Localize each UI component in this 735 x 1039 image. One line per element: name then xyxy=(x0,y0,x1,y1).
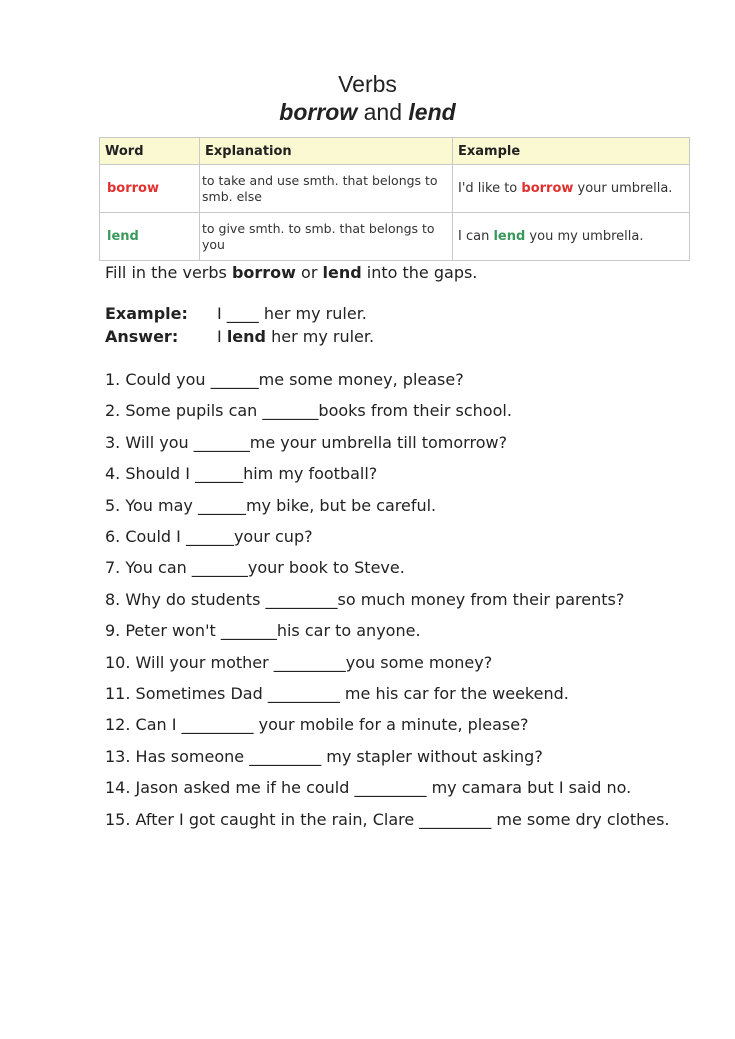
instructions xyxy=(105,262,477,284)
answer-sentence xyxy=(217,325,374,348)
word-cell xyxy=(100,213,200,261)
word-cell xyxy=(100,165,200,213)
instructions-verb-borrow: borrow xyxy=(231,263,296,282)
explanation-cell: to take and use smth. that belongs to smb. else xyxy=(200,165,453,213)
question-item: 8. Why do students _________so much money from their parents? xyxy=(105,589,625,609)
question-item: 1. Could you ______me some money, please? xyxy=(105,370,464,389)
question-item: 12. Can I _________ your mobile for a minute, please? xyxy=(105,715,529,735)
worksheet-title xyxy=(0,70,735,126)
explanation-cell: to give smth. to smb. that belongs to you xyxy=(200,213,453,261)
title-connector: and xyxy=(357,99,409,125)
table-row xyxy=(100,213,690,261)
table-header-row xyxy=(100,138,690,165)
header-word: Word xyxy=(100,138,200,165)
question-item: 5. You may ______my bike, but be careful. xyxy=(105,495,437,515)
example-text: you my umbrella. xyxy=(525,229,644,244)
question-item: 7. You can _______your book to Steve. xyxy=(105,558,405,578)
instructions-verb-lend: lend xyxy=(322,263,362,282)
question-item: 13. Has someone _________ my stapler without asking? xyxy=(105,746,543,766)
example-text: I can xyxy=(458,229,494,244)
title-verbs: Verbs xyxy=(338,71,397,97)
question-item: 15. After I got caught in the rain, Clare _________ me some dry clothes. xyxy=(105,809,670,829)
example-row xyxy=(105,302,374,325)
vocabulary-table xyxy=(99,137,690,261)
instructions-text: into the gaps. xyxy=(361,263,478,282)
question-item: 2. Some pupils can _______books from their school. xyxy=(105,401,512,421)
example-sentence: I ____ her my ruler. xyxy=(217,304,367,323)
question-item: 14. Jason asked me if he could _________ my camara but I said no. xyxy=(105,778,632,798)
example-text: I'd like to xyxy=(458,181,522,196)
example-cell xyxy=(453,165,690,213)
example-label: Example: xyxy=(105,304,188,323)
answer-text: her my ruler. xyxy=(266,327,375,346)
answer-label: Answer: xyxy=(105,327,179,346)
header-example: Example xyxy=(453,138,690,165)
title-word-lend: lend xyxy=(408,99,456,125)
question-item: 9. Peter won't _______his car to anyone. xyxy=(105,621,421,641)
title-subtitle xyxy=(0,98,735,126)
instructions-text: Fill in the verbs xyxy=(105,263,232,282)
instructions-text: or xyxy=(295,263,323,282)
question-item: 6. Could I ______your cup? xyxy=(105,527,313,547)
answer-text: I xyxy=(217,327,227,346)
word-lend: lend xyxy=(107,229,139,244)
word-borrow: borrow xyxy=(107,181,159,196)
example-cell xyxy=(453,213,690,261)
example-highlight: borrow xyxy=(521,181,574,196)
question-item: 10. Will your mother _________you some money? xyxy=(105,652,493,672)
example-block xyxy=(105,302,374,348)
example-text: your umbrella. xyxy=(573,181,673,196)
question-item: 11. Sometimes Dad _________ me his car for the weekend. xyxy=(105,684,569,704)
example-highlight: lend xyxy=(493,229,526,244)
answer-row xyxy=(105,325,374,348)
question-list xyxy=(105,364,680,835)
header-explanation: Explanation xyxy=(200,138,453,165)
question-item: 4. Should I ______him my football? xyxy=(105,464,378,484)
title-word-borrow: borrow xyxy=(279,99,358,125)
table-row xyxy=(100,165,690,213)
answer-word: lend xyxy=(226,327,266,346)
question-item: 3. Will you _______me your umbrella till tomorrow? xyxy=(105,432,508,452)
